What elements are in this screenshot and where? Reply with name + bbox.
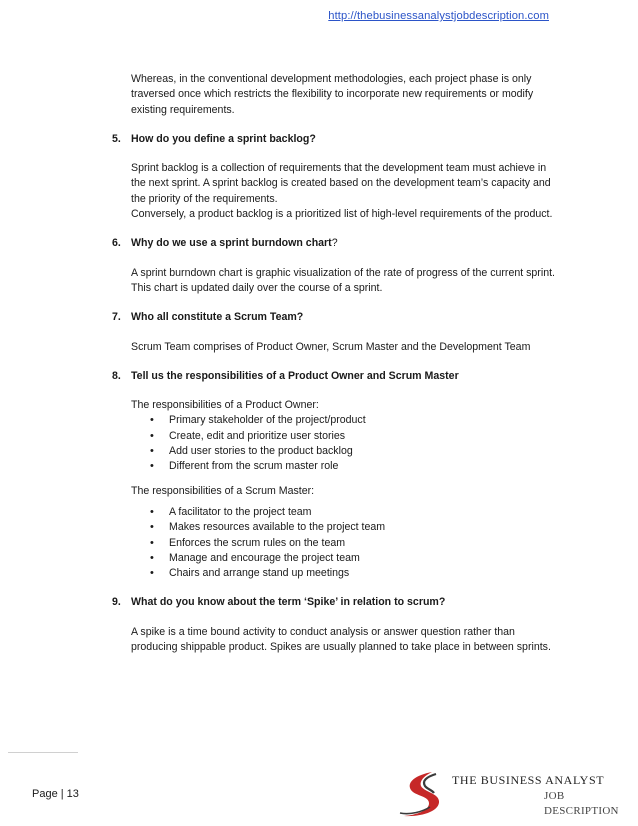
question-number: 7.: [112, 311, 121, 324]
question-number: 9.: [112, 596, 121, 609]
logo-wordmark: THE BUSINESS ANALYST: [452, 773, 605, 787]
question-9: [112, 595, 557, 655]
question-7: [112, 310, 557, 355]
question-number: 6.: [112, 237, 121, 250]
question-title: Tell us the responsibilities of a Product Owner and Scrum Master: [131, 369, 459, 382]
list-item: • Manage and encourage the project team: [150, 551, 557, 566]
question-5: [112, 132, 557, 222]
company-logo: [396, 769, 631, 819]
logo-subtitle: JOB DESCRIPTION: [544, 790, 619, 818]
question-mark: ?: [331, 237, 338, 250]
scrum-master-heading: The responsibilities of a Scrum Master:: [131, 484, 315, 497]
list-item: • Makes resources available to the project team: [150, 520, 557, 535]
list-item: • Chairs and arrange stand up meetings: [150, 566, 557, 581]
header-url-link[interactable]: http://thebusinessanalystjobdescription.com: [328, 10, 549, 22]
list-item: • A facilitator to the project team: [150, 505, 557, 520]
product-owner-heading: The responsibilities of a Product Owner:: [131, 399, 319, 412]
question-title: Who all constitute a Scrum Team?: [131, 311, 304, 324]
answer-paragraph: Sprint backlog is a collection of requirements that the development team must achieve in the next sprint. A sprint backlog is created based on the development team’s capacity and the priority of the requirements.: [131, 162, 551, 205]
intro-paragraph: Whereas, in the conventional development methodologies, each project phase is only traversed once which restricts the flexibility to incorporate new requirements or modify existing requirements.: [131, 73, 534, 116]
answer-paragraph: Scrum Team comprises of Product Owner, Scrum Master and the Development Team: [131, 340, 531, 353]
answer-paragraph: A sprint burndown chart is graphic visualization of the rate of progress of the current sprint. This chart is updated daily over the course of a sprint.: [131, 266, 555, 294]
question-6: [112, 236, 557, 296]
question-title: [131, 236, 557, 251]
question-title: How do you define a sprint backlog?: [131, 132, 316, 145]
question-title: What do you know about the term ‘Spike’ in relation to scrum?: [131, 596, 446, 609]
list-item: • Different from the scrum master role: [150, 459, 557, 474]
question-8: [112, 369, 557, 582]
answer-paragraph: A spike is a time bound activity to conduct analysis or answer question rather than producing shippable product. Spikes are usually planned to take place in between sprints.: [131, 625, 551, 654]
swoosh-s-logo-icon: [396, 769, 450, 819]
page-number: Page | 13: [32, 788, 79, 800]
question-number: 8.: [112, 369, 121, 382]
list-item: • Create, edit and prioritize user stories: [150, 429, 557, 444]
footer-divider: [8, 752, 78, 753]
question-number: 5.: [112, 132, 121, 145]
list-item: • Add user stories to the product backlog: [150, 444, 557, 459]
page-content: [112, 72, 557, 655]
list-item: • Enforces the scrum rules on the team: [150, 536, 557, 551]
product-owner-list: [150, 413, 557, 474]
answer-paragraph-continued: Conversely, a product backlog is a prioritized list of high-level requirements of the product.: [131, 208, 553, 221]
list-item: • Primary stakeholder of the project/product: [150, 413, 557, 428]
scrum-master-list: [150, 505, 557, 581]
question-title-text: Why do we use a sprint burndown chart: [131, 237, 332, 250]
